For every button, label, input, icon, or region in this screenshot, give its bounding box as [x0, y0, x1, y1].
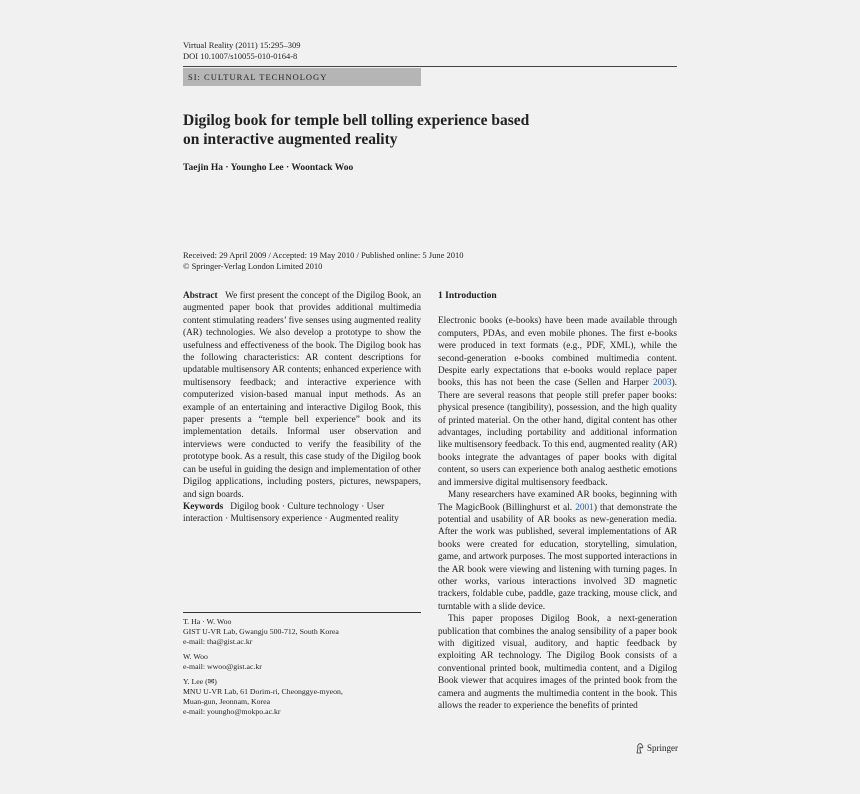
affiliation-line: T. Ha · W. Woo — [183, 617, 232, 626]
introduction-heading: 1 Introduction — [438, 291, 497, 301]
publisher-logo — [635, 742, 678, 754]
affiliation-email[interactable]: e-mail: wwoo@gist.ac.kr — [183, 662, 262, 671]
doi-line[interactable]: DOI 10.1007/s10055-010-0164-8 — [183, 51, 298, 61]
affiliation-email[interactable]: e-mail: youngho@mokpo.ac.kr — [183, 707, 281, 716]
intro-text: Many researchers have examined AR books, beginning with The MagicBook (Billinghurst et al. — [438, 490, 677, 513]
received-dates: Received: 29 April 2009 / Accepted: 19 May 2010 / Published online: 5 June 2010 — [183, 250, 464, 260]
springer-horse-icon — [635, 742, 645, 754]
publisher-name: Springer — [647, 743, 678, 753]
affiliation-line: MNU U-VR Lab, 61 Dorim-ri, Cheonggye-myeon, — [183, 687, 343, 696]
abstract — [183, 290, 421, 501]
affiliation-line: Y. Lee (✉) — [183, 677, 217, 686]
section-label: SI: CULTURAL TECHNOLOGY — [183, 68, 421, 86]
keywords-text: Digilog book · Culture technology · User interaction · Multisensory experience · Augmented reality — [183, 501, 399, 525]
affiliation-block — [183, 652, 421, 672]
intro-paragraph-1 — [438, 315, 677, 489]
intro-text: ). There are several reasons that people still prefer paper books: physical presence (tangibility), possession, and the high quality of printed material. On the other hand, digital content has other advantages, including portability and additional information like multisensory feedback. To this end, augmented reality (AR) books integrate the advantages of paper books with digital content, so users can experience both analog aesthetic emotions and immersive digital multisensory feedback. — [438, 378, 677, 488]
paper-title — [183, 111, 663, 149]
affiliation-line: GIST U-VR Lab, Gwangju 500-712, South Korea — [183, 627, 339, 636]
copyright-line: © Springer-Verlag London Limited 2010 — [183, 261, 323, 271]
paper-title-line-2: on interactive augmented reality — [183, 131, 398, 148]
affiliation-rule — [183, 612, 421, 613]
affiliation-line: W. Woo — [183, 652, 208, 661]
intro-text: ) that demonstrate the potential and usability of AR books as new-generation media. After the work was published, several implementations of AR books were created for education, storytelling, simulation, game, and artwork purposes. The most supported interactions in the AR book were viewing and listening with turning pages. In other works, various interactions involved 3D magnetic trackers, foldable cube, paddle, gaze tracking, mouse click, and turntable with a slide device. — [438, 502, 678, 612]
abstract-label: Abstract — [183, 291, 218, 301]
header-rule — [183, 66, 677, 67]
paper-title-line-1: Digilog book for temple bell tolling experience based — [183, 112, 530, 129]
citation-link[interactable]: 2003 — [652, 378, 672, 389]
author-list: Taejin Ha · Youngho Lee · Woontack Woo — [183, 163, 354, 173]
intro-paragraph-3: This paper proposes Digilog Book, a next-generation publication that combines the analog sensibility of a paper book with digitized visual, auditory, and haptic feedback by exploiting AR technology. The Digilog Book consists of a conventional printed book, multimedia content, and a Digilog Book viewer that acquires images of the printed book from the camera and augments the multimedia content in the book. This allows the reader to experience the benefits of printed — [438, 614, 677, 711]
affiliations — [183, 617, 421, 722]
affiliation-line: Muan-gun, Jeonnam, Korea — [183, 697, 271, 706]
intro-paragraph-2 — [438, 489, 677, 613]
abstract-text: We first present the concept of the Digilog Book, an augmented paper book that provides additional multimedia content stimulating readers’ five senses using augmented reality (AR) technologies. We also develop a prototype to show the usefulness and effectiveness of the book. The Digilog book has the following characteristics: AR content descriptions for updatable multisensory AR contents; enhanced experience with multisensory feedback; and interactive experience with computerized vision-based manual input methods. As an example of an entertaining and interactive Digilog Book, this paper presents a “temple bell experience” book and its implementation details. Informal user observation and interviews were conducted to verify the feasibility of the prototype book. As a result, this case study of the Digilog book can be useful in guiding the design and implementation of other Digilog applications, including posters, pictures, newspapers, and sign boards. — [183, 291, 421, 500]
affiliation-block — [183, 617, 421, 647]
affiliation-block — [183, 677, 421, 717]
publication-history — [183, 250, 463, 272]
left-column — [183, 290, 421, 526]
keywords — [183, 501, 421, 526]
journal-citation — [183, 40, 300, 62]
keywords-label: Keywords — [183, 501, 224, 512]
right-column — [438, 290, 677, 712]
intro-text: Electronic books (e-books) have been made available through computers, PDAs, and even mobile phones. The first e-books were produced in text formats (e.g., PDF, XML), while the second-generation e-books combined multimedia content. Despite early expectations that e-books would replace paper books, this has not been the case (Sellen and Harper — [438, 316, 677, 389]
citation-link[interactable]: 2001 — [575, 502, 594, 513]
affiliation-email[interactable]: e-mail: tha@gist.ac.kr — [183, 637, 253, 646]
journal-citation-line: Virtual Reality (2011) 15:295–309 — [183, 40, 301, 50]
